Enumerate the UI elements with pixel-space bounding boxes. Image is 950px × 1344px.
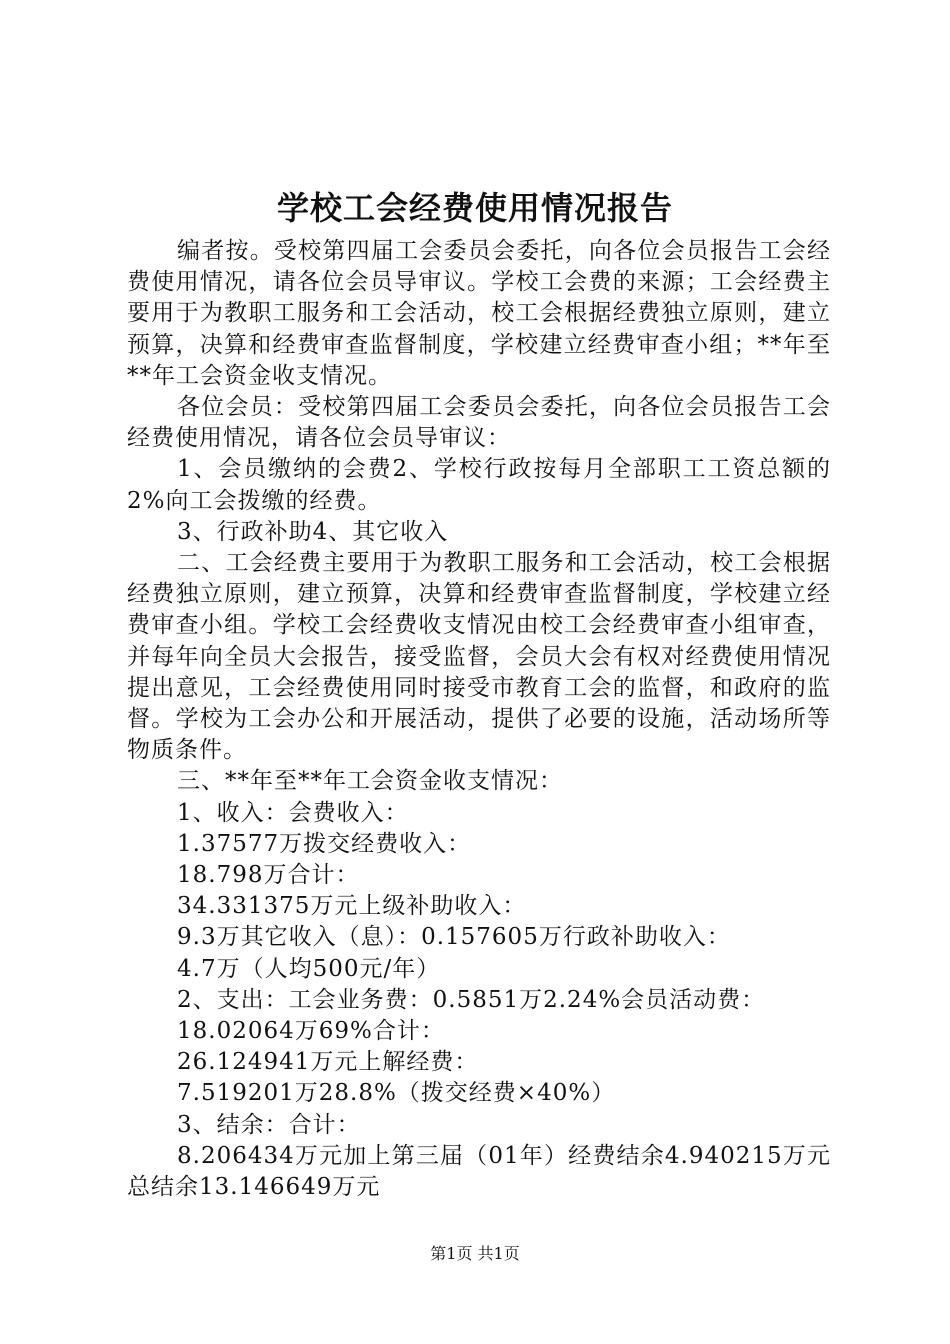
paragraph-income-line-5: 4.7万（人均500元/年）	[177, 955, 441, 982]
paragraph-balance-heading: 3、结余：合计：	[177, 1111, 361, 1138]
document-title: 学校工会经费使用情况报告	[276, 189, 673, 227]
paragraph-expense-heading: 2、支出：工会业务费：0.5851万2.24%会员活动费：	[177, 986, 766, 1013]
paragraph-income-line-3: 34.331375万元上级补助收入：	[177, 893, 527, 920]
paragraph-income-line-4: 9.3万其它收入（息）：0.157605万行政补助收入：	[177, 924, 731, 951]
paragraph-income-heading: 1、收入：会费收入：	[177, 799, 409, 826]
paragraph-expense-line-3: 7.519201万28.8%（拨交经费×40%）	[177, 1080, 616, 1107]
document-body	[127, 236, 831, 1203]
paragraph-income-line-1: 1.37577万拨交经费收入：	[177, 830, 472, 857]
paragraph-section-3-heading: 三、**年至**年工会资金收支情况：	[177, 768, 563, 795]
paragraph-balance-total: 8.206434万元加上第三届（01年）经费结余4.940215万元总结余13.146649万元	[127, 1142, 831, 1201]
paragraph-editor-note: 编者按。受校第四届工会委员会委托，向各位会员报告工会经费使用情况，请各位会员导审议。学校工会费的来源；工会经费主要用于为教职工服务和工会活动，校工会根据经费独立原则，建立预算，决算和经费审查监督制度，学校建立经费审查小组；**年至**年工会资金收支情况。	[127, 238, 831, 389]
paragraph-source-1-2: 1、会员缴纳的会费2、学校行政按每月全部职工工资总额的2%向工会拨缴的经费。	[127, 456, 831, 514]
paragraph-expense-line-1: 18.02064万69%合计：	[177, 1018, 445, 1045]
paragraph-expense-line-2: 26.124941万元上解经费：	[177, 1049, 479, 1076]
paragraph-income-line-2: 18.798万合计：	[177, 862, 360, 889]
paragraph-source-3-4: 3、行政补助4、其它收入	[177, 518, 449, 545]
page-footer: 第1页 共1页	[430, 1244, 520, 1263]
paragraph-greeting: 各位会员：受校第四届工会委员会委托，向各位会员报告工会经费使用情况，请各位会员导审议：	[127, 394, 831, 452]
paragraph-section-2: 二、工会经费主要用于为教职工服务和工会活动，校工会根据经费独立原则，建立预算，决算和经费审查监督制度，学校建立经费审查小组。学校工会经费收支情况由校工会经费审查小组审查，并每年向全员大会报告，接受监督，会员大会有权对经费使用情况提出意见，工会经费使用同时接受市教育工会的监督，和政府的监督。学校为工会办公和开展活动，提供了必要的设施，活动场所等物质条件。	[127, 550, 831, 764]
